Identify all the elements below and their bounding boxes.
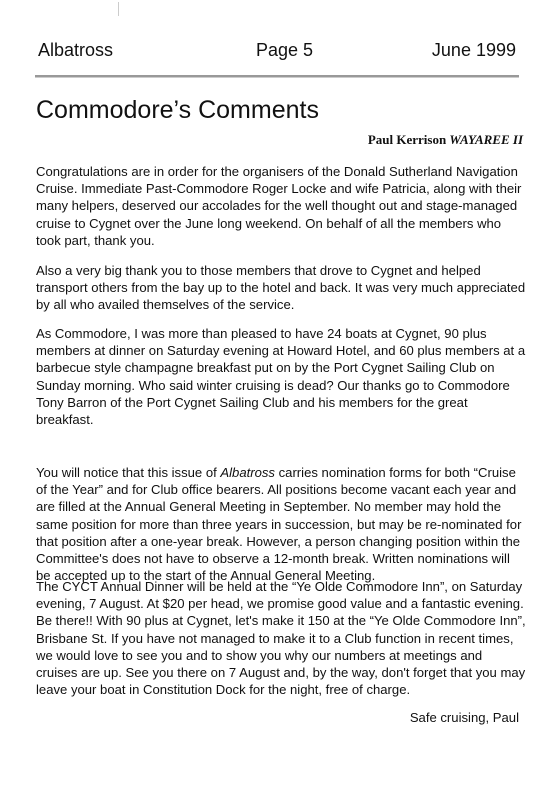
author-name: Paul Kerrison [367, 132, 447, 147]
byline [368, 132, 523, 148]
paragraph-4 [36, 464, 526, 584]
paragraph-5: The CYCT Annual Dinner will be held at the “Ye Olde Commodore Inn”, on Saturday evening, 7 August. At $20 per head, we promise good value and a fantastic evening. Be there!! With 90 plus at Cygnet, let's make it 150 at the “Ye Olde Commodore Inn”, Brisbane St. If you have not managed to make it to a Club function in recent times, we would love to see you and to show you why our numbers at meetings and cruises are up. See you there on 7 August and, by the way, don't forget that you may leave your boat in Constitution Dock for the night, free of charge. [36, 579, 526, 698]
paragraph-1: Congratulations are in order for the organisers of the Donald Sutherland Navigation Cruise. Immediate Past-Commodore Roger Locke and wife Patricia, along with their many helpers, deserved our accolades for the well thought out and stage-managed cruise to Cygnet over the June long weekend. On behalf of all the members who took part, thank you. [36, 164, 522, 248]
issue-date: June 1999 [431, 40, 516, 60]
paragraph-4-text-a: You will notice that this issue of [36, 465, 221, 480]
publication-name: Albatross [38, 40, 114, 60]
scan-artifact [118, 2, 119, 16]
page-header [38, 40, 516, 64]
signoff: Safe cruising, Paul [409, 710, 519, 725]
publication-title-italic: Albatross [220, 465, 275, 480]
paragraph-2: Also a very big thank you to those members that drove to Cygnet and helped transport others from the bay up to the hotel and back. It was very much appreciated by all who availed themselves of the service. [36, 263, 526, 313]
article-title: Commodore’s Comments [36, 96, 319, 124]
page-number: Page 5 [256, 40, 314, 60]
paragraph-4-text-b: carries nomination forms for both “Cruise of the Year” and for Club office bearers. All positions become vacant each year and are filled at the Annual General Meeting in September. No member may hold the same position for more than three years in succession, but may be re-nominated for that position after a one-year break. However, a person changing position within the Committee's does not have to observe a 12-month break. Written nominations will be accepted up to the start of the Annual General Meeting. [36, 465, 522, 584]
header-divider [35, 75, 519, 78]
paragraph-3: As Commodore, I was more than pleased to have 24 boats at Cygnet, 90 plus members at dinner on Saturday evening at Howard Hotel, and 60 plus members at a barbecue style champagne breakfast put on by the Port Cygnet Sailing Club on Sunday morning. Who said winter cruising is dead? Our thanks go to Commodore Tony Barron of the Port Cygnet Sailing Club and his members for the great breakfast. [36, 326, 526, 428]
boat-name: WAYAREE II [449, 132, 523, 147]
